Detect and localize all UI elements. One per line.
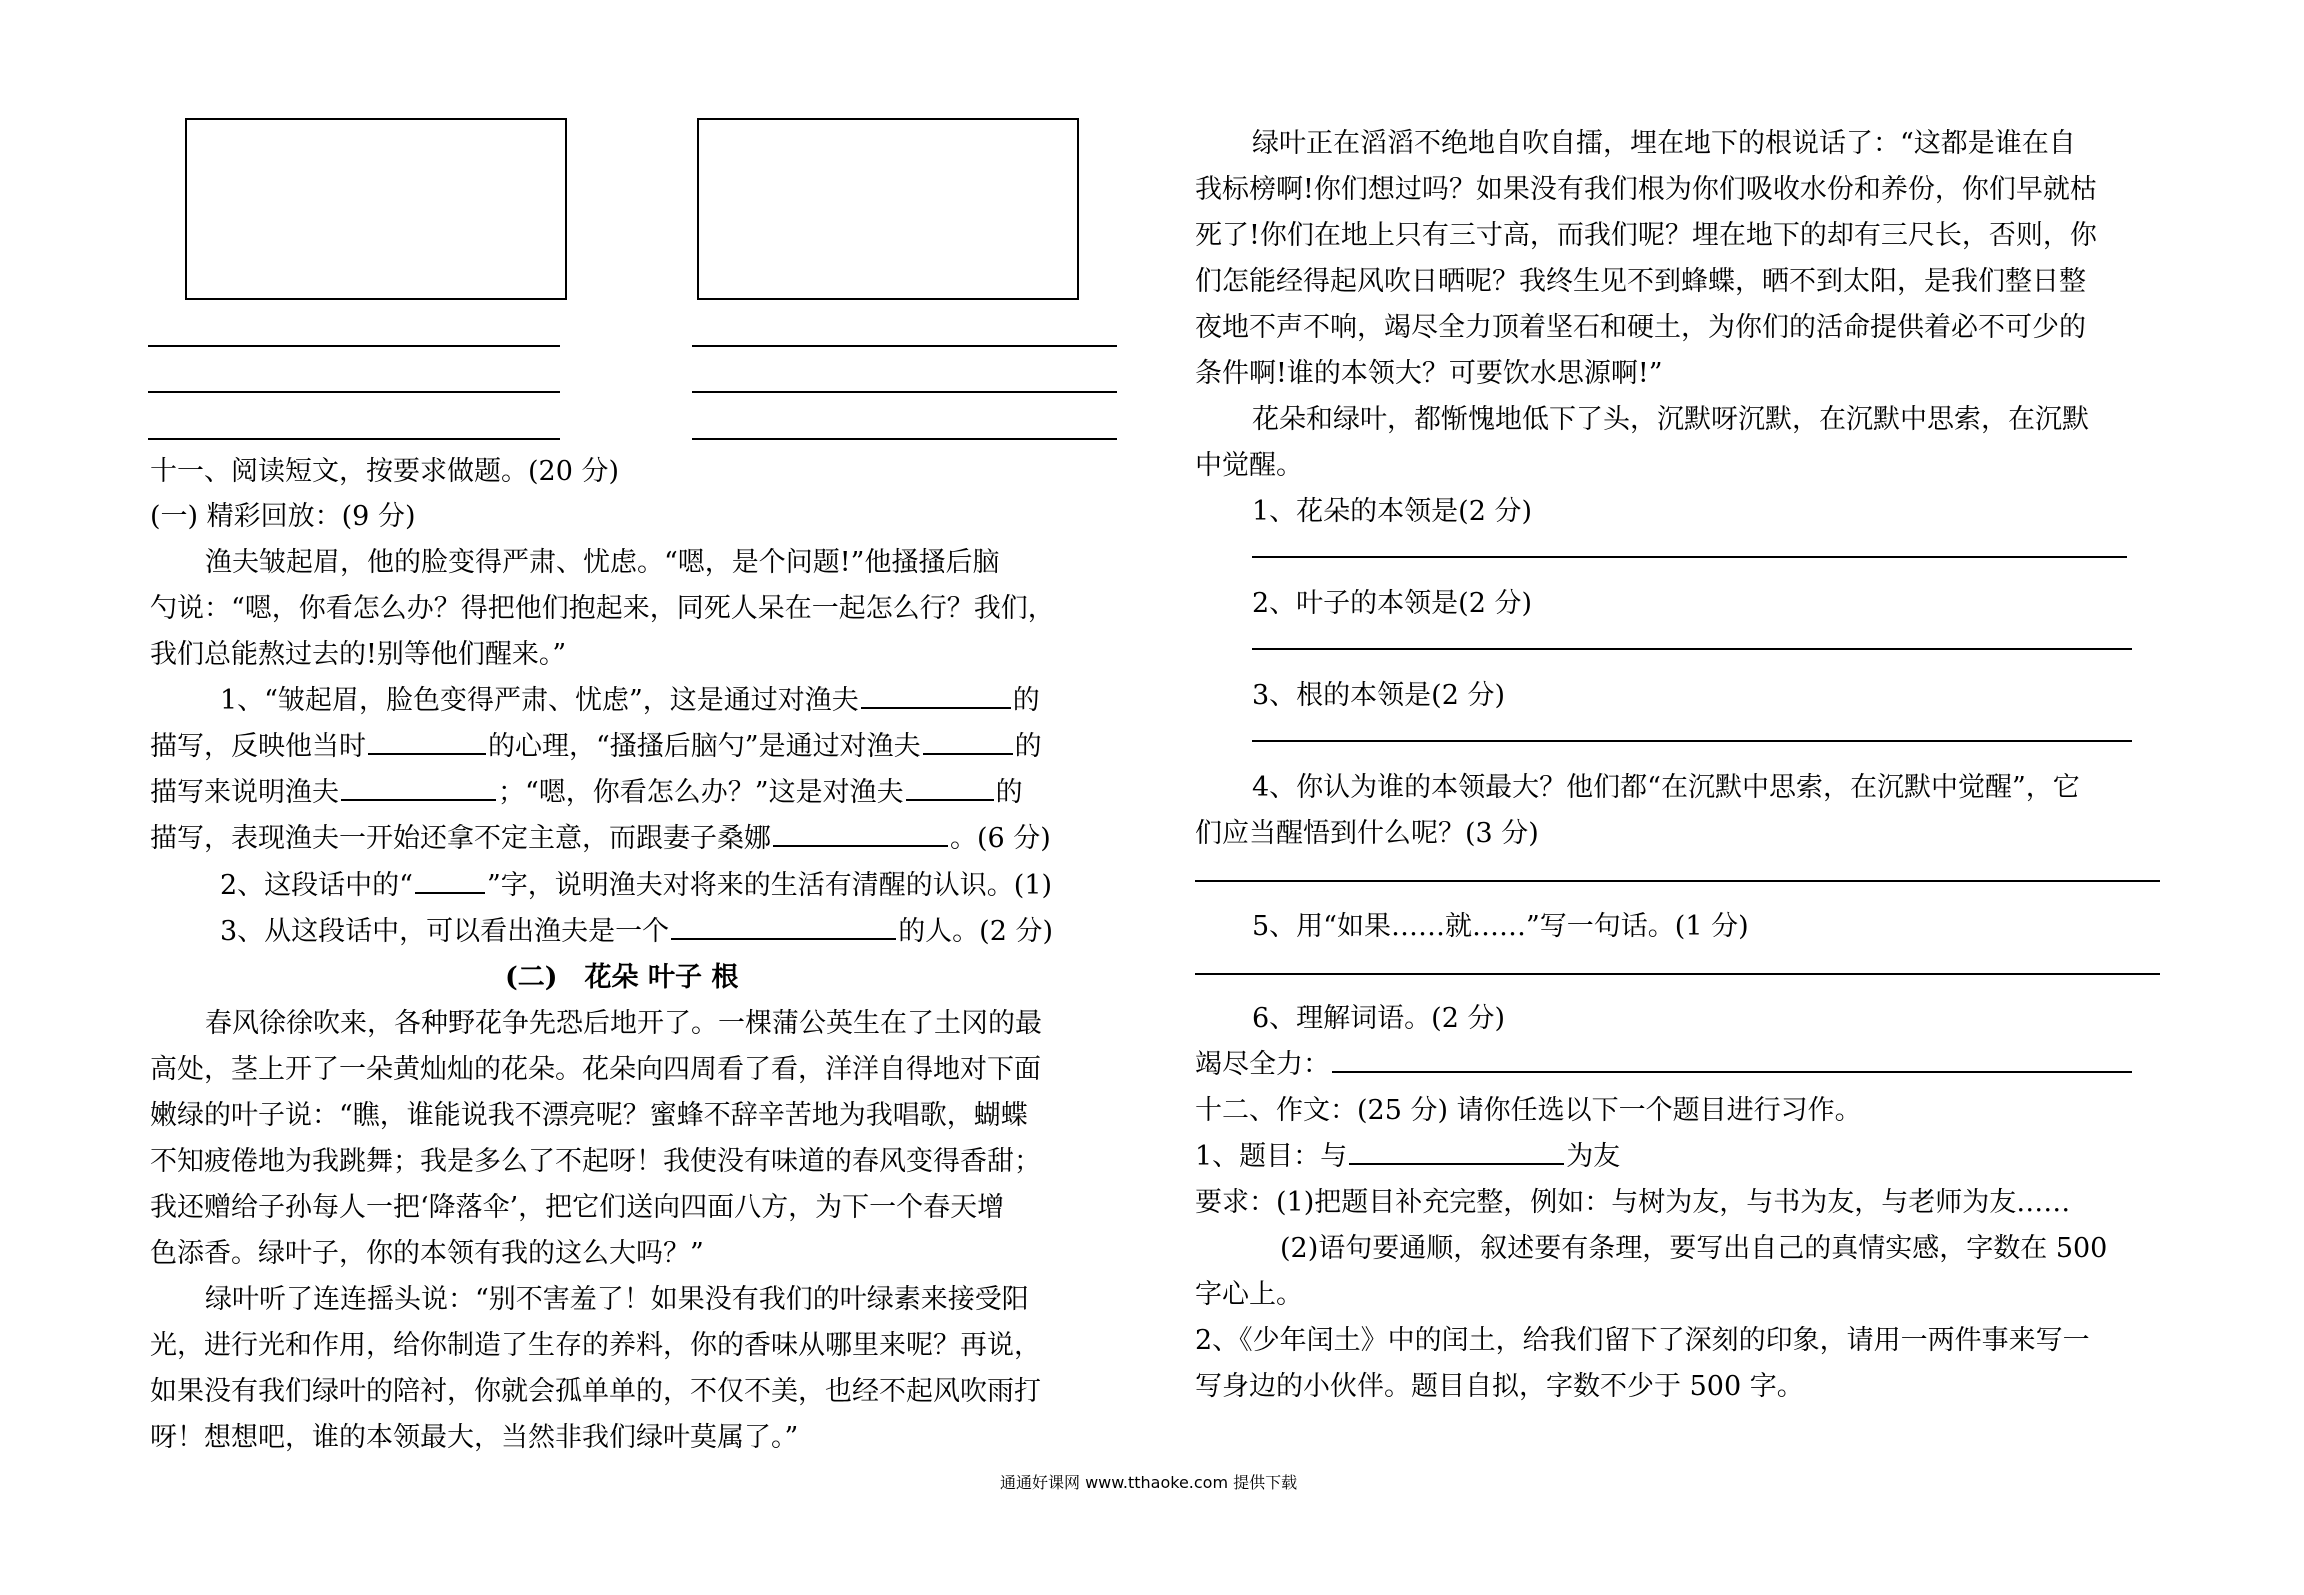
passage-1-line: 勺说：“嗯，你看怎么办？得把他们抱起来，同死人呆在一起怎么行？我们， [150,593,1055,624]
story-line: 们怎能经得起风吹日晒呢？我终生见不到蜂蝶，晒不到太阳，是我们整日整 [1195,266,2086,297]
question-2 [220,872,1052,899]
answer-line [148,345,560,347]
right-question-2: 2、叶子的本领是(2 分) [1252,588,1533,619]
answer-line[interactable] [1252,556,2127,558]
drawing-box-left [185,118,567,300]
fill-blank[interactable] [773,844,948,847]
story-line: 呀！想想吧，谁的本领最大，当然非我们绿叶莫属了。” [150,1422,799,1453]
question-text: 。(6 分) [950,823,1051,854]
fill-blank[interactable] [671,937,896,940]
fill-blank[interactable] [906,798,994,801]
right-question-1: 1、花朵的本领是(2 分) [1252,496,1533,527]
story-line: 绿叶正在滔滔不绝地自吹自擂，埋在地下的根说话了：“这都是谁在自 [1252,128,2076,159]
fill-blank[interactable] [1349,1162,1564,1165]
answer-line[interactable] [1252,648,2132,650]
question-text: 描写来说明渔夫 [150,777,339,808]
composition-requirement: 要求：(1)把题目补充完整，例如：与树为友，与书为友，与老师为友…… [1195,1187,2071,1218]
story-line: 不知疲倦地为我跳舞；我是多么了不起呀！我使没有味道的春风变得香甜； [150,1146,1041,1177]
right-question-3: 3、根的本领是(2 分) [1252,680,1506,711]
section-12-title: 十二、作文：(25 分) 请你任选以下一个题目进行习作。 [1195,1095,1862,1126]
answer-line [148,438,560,440]
composition-option-1 [1195,1143,1620,1170]
drawing-box-right [697,118,1079,300]
answer-line[interactable] [1195,973,2160,975]
fill-blank[interactable] [861,706,1011,709]
story-line: 绿叶听了连连摇头说：“别不害羞了！如果没有我们的叶绿素来接受阳 [205,1284,1029,1315]
fill-blank[interactable] [415,891,485,894]
right-question-4: 们应当醒悟到什么呢？(3 分) [1195,818,1539,849]
question-3 [220,918,1053,945]
question-text: ；“嗯，你看怎么办？”这是对渔夫 [498,777,904,808]
question-1-line [150,779,1023,806]
right-question-6: 6、理解词语。(2 分) [1252,1003,1506,1034]
question-text: 描写，反映他当时 [150,731,366,762]
story-line: 我标榜啊!你们想过吗？如果没有我们根为你们吸收水份和养份，你们早就枯 [1195,174,2097,205]
story-line: 条件啊!谁的本领大？可要饮水思源啊!” [1195,358,1663,389]
answer-line[interactable] [1195,880,2160,882]
question-text: 描写，表现渔夫一开始还拿不定主意，而跟妻子桑娜 [150,823,771,854]
question-1-line [220,687,1040,714]
question-text: 为友 [1566,1141,1621,1172]
fill-blank[interactable] [341,798,496,801]
right-question-4: 4、你认为谁的本领最大？他们都“在沉默中思索，在沉默中觉醒”，它 [1252,772,2080,803]
story-line: 夜地不声不响，竭尽全力顶着坚石和硬土，为你们的活命提供着必不可少的 [1195,312,2086,343]
story-line: 花朵和绿叶，都惭愧地低下了头，沉默呀沉默，在沉默中思索，在沉默 [1252,404,2089,435]
vocab-word [1195,1051,2134,1078]
question-text: 2、这段话中的“ [220,870,413,901]
answer-line [692,438,1117,440]
story-line: 光，进行光和作用，给你制造了生存的养料，你的香味从哪里来呢？再说， [150,1330,1041,1361]
question-text: 3、从这段话中，可以看出渔夫是一个 [220,916,670,947]
answer-line [148,391,560,393]
fill-blank[interactable] [923,752,1013,755]
story-line: 嫩绿的叶子说：“瞧，谁能说我不漂亮呢？蜜蜂不辞辛苦地为我唱歌，蝴蝶 [150,1100,1028,1131]
story-line: 如果没有我们绿叶的陪衬，你就会孤单单的，不仅不美，也经不起风吹雨打 [150,1376,1041,1407]
question-text: 的 [1014,731,1042,762]
right-question-5: 5、用“如果……就……”写一句话。(1 分) [1252,911,1749,942]
question-text: 1、“皱起眉，脸色变得严肃、忧虑”，这是通过对渔夫 [220,685,859,716]
passage-1-line: 渔夫皱起眉，他的脸变得严肃、忧虑。“嗯，是个问题!”他搔搔后脑 [205,547,1000,578]
composition-option-2: 写身边的小伙伴。题目自拟，字数不少于 500 字。 [1195,1371,1804,1402]
answer-line [692,345,1117,347]
answer-line[interactable] [1252,740,2132,742]
composition-requirement: (2)语句要通顺，叙述要有条理，要写出自己的真情实感，字数在 500 [1280,1233,2108,1264]
question-1-line [150,825,1051,852]
vocab-label: 竭尽全力： [1195,1049,1330,1080]
fill-blank[interactable] [1332,1070,2132,1073]
question-text: 1、题目：与 [1195,1141,1348,1172]
question-text: ”字，说明渔夫对将来的生活有清醒的认识。(1) [486,870,1053,901]
composition-requirement: 字心上。 [1195,1279,1303,1310]
question-text: 的 [1012,685,1040,716]
question-text: 的人。(2 分) [898,916,1054,947]
passage-1-line: 我们总能熬过去的!别等他们醒来。” [150,639,567,670]
story-line: 中觉醒。 [1195,450,1303,481]
fill-blank[interactable] [368,752,486,755]
composition-option-2: 2、《少年闰土》中的闰土，给我们留下了深刻的印象，请用一两件事来写一 [1195,1325,2090,1356]
question-text: 的心理，“搔搔后脑勺”是通过对渔夫 [488,731,921,762]
question-text: 的 [995,777,1023,808]
part-1-title: (一) 精彩回放：(9 分) [150,501,416,532]
footer-credit: 通通好课网 www.tthaoke.com 提供下载 [1000,1473,1298,1492]
story-line: 春风徐徐吹来，各种野花争先恐后地开了。一棵蒲公英生在了土冈的最 [205,1008,1042,1039]
story-line: 高处，茎上开了一朵黄灿灿的花朵。花朵向四周看了看，洋洋自得地对下面 [150,1054,1041,1085]
part-2-title: (二) 花朵 叶子 根 [505,962,739,993]
story-line: 我还赠给子孙每人一把‘降落伞’，把它们送向四面八方，为下一个春天增 [150,1192,1005,1223]
section-11-title: 十一、阅读短文，按要求做题。(20 分) [150,456,620,487]
story-line: 色添香。绿叶子，你的本领有我的这么大吗？” [150,1238,704,1269]
question-1-line [150,733,1042,760]
story-line: 死了!你们在地上只有三寸高，而我们呢？埋在地下的却有三尺长，否则，你 [1195,220,2097,251]
answer-line [692,391,1117,393]
